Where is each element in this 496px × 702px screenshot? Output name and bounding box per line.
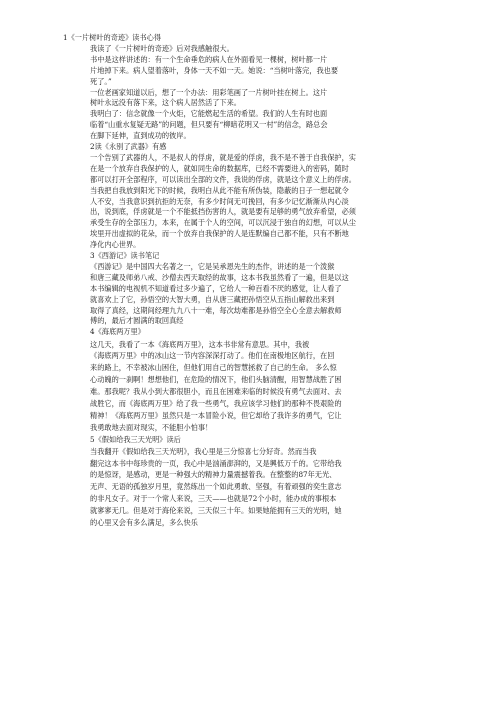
text-line: 当我翻开《假如给我三天光明》，我心里是三分惊喜七分好奇。然而当我 bbox=[90, 446, 317, 456]
text-line: 战胜它，而《海底两万里》给了我一些勇气，我应该学习他们的那种不畏艰险的 bbox=[90, 399, 342, 408]
text-line: 都可以打开全部程序，可以读出全部的文件，我说的俘虏，就是这个意义上的俘虏。 bbox=[90, 174, 356, 184]
text-line: 就寥寥无几。但是对于海伦来说，三天似三十年。如果她能拥有三天的光明，她 bbox=[90, 506, 342, 516]
text-line: 在脚下延伸，直到成功的彼岸。 bbox=[90, 131, 191, 141]
text-line: 一个告别了武器的人，不是叔人的俘虏，就是爱的俘虏，我不是不善于自我保护，实 bbox=[90, 152, 356, 162]
text-line: 的非凡女子。对于一个常人来说，三天——也就是72个小时，能办成的事根本 bbox=[90, 494, 337, 504]
text-line: 人不安，当我意识到抗拒的无奈，有多少时间无可挽回，有多少记忆渐渐从内心淡 bbox=[90, 196, 349, 206]
text-line: 书中是这样讲述的：有一个生命垂危的病人在外面看见一棵树，树叶都一片 bbox=[90, 54, 328, 64]
text-line: 承受生存的全部压力，本来，在属于个人的空间，可以沉浸于独自的幻想，可以从尘 bbox=[90, 218, 356, 228]
text-line: 一位老画家知道以后，想了一个办法：用彩笔画了一片树叶挂在树上。这片 bbox=[90, 87, 328, 97]
text-line: 和唐三藏及师弟八戒、沙僧去西天取经的故事，这本书我虽然看了一遍，但是以这 bbox=[90, 272, 349, 282]
text-line: 3《西游记》读书笔记 bbox=[90, 251, 160, 260]
text-line: 取得了真经，这期间经理九九八十一难，每次劫难都是孙悟空全心全意去解救师 bbox=[90, 305, 342, 315]
text-line: 树叶永远没有落下来，这个病人居然活了下来。 bbox=[90, 98, 241, 108]
text-line: 我明白了：信念就像一个火炬，它能燃起生活的希望。我们的人生有时也面 bbox=[90, 109, 328, 119]
text-line: 在是一个放弃自我保护的人，就如同生命的数据库，已经不需要进入的密码，随时 bbox=[90, 163, 349, 173]
text-line: 本书编辑的电视机不知道看过多少遍了，它给人一种百看不厌的感觉，让人看了 bbox=[90, 283, 342, 293]
text-line: 就喜欢上了它，孙悟空的大智大勇，自从唐三藏把孙悟空从五指山解救出来到 bbox=[90, 294, 335, 304]
text-line: 片地掉下来。病人望着落叶，身体一天不如一天。她说：“当树叶落完，我也要 bbox=[90, 65, 339, 75]
text-line: 难。那我呢？我从小到大都很胆小，而且在困难来临的时候没有勇气去面对、去 bbox=[90, 387, 342, 397]
text-line: 《西游记》是中国四大名著之一，它是吴承恩先生的杰作，讲述的是一个泼猴 bbox=[90, 261, 335, 271]
text-line: 傅的，最后才圆满的取回真经 bbox=[90, 316, 184, 326]
text-line: 精神！《海底两万里》虽然只是一本冒险小说，但它却给了我许多的勇气，它让 bbox=[90, 410, 342, 420]
text-line: 来的路上，不幸被冰山困住，但他们用自己的智慧拯救了自己的生命。 多么惊 bbox=[90, 363, 337, 373]
text-line: 出，说到底，俘虏就是一个不能抵挡伤害的人，就是要有足够的勇气放弃希望，必须 bbox=[90, 207, 356, 217]
text-line: 当我把自我放到阳光下的时候，我明白从此不能有所伪装，隐蔽的日子一想起就令 bbox=[90, 185, 349, 195]
text-line: 的是惊讶，是感动，更是一种强大的精神力量震撼着我。在整整的87年无光、 bbox=[90, 470, 337, 480]
text-line: 净化内心世界。 bbox=[90, 240, 141, 250]
text-line: 我读了《一片树叶的奇迹》后对我感触很大。 bbox=[90, 43, 234, 53]
text-line: 4《海底两万里》 bbox=[90, 327, 145, 337]
text-line: 翻完这本书中每珍贵的一页，我心中是汹涌澎湃的，又是興低万千的。它带给我 bbox=[90, 458, 342, 468]
text-line: 2读《永别了武器》有感 bbox=[90, 142, 167, 151]
text-line: 《海底两万里》中的冰山这一节内容深深打动了。他们在南极地区航行，在回 bbox=[90, 351, 335, 361]
text-line: 1《一片树叶的奇迹》读书心得 bbox=[63, 33, 162, 42]
text-line: 临着“山重水复疑无路”的问题，但只要有“柳暗花明又一村”的信念，路总会 bbox=[90, 120, 328, 130]
text-line: 5《假如给我三天光明》读后 bbox=[90, 434, 181, 444]
text-line: 的心里又会有多么满足，多么快乐 bbox=[90, 518, 198, 527]
text-line: 无声、无语的孤独岁月里，竟然练出一个如此勇敢、坚强，有着顽强的奕生意志 bbox=[90, 482, 342, 492]
text-line: 这几天，我看了一本《海底两万里》，这本书非常有意思。其中，我被 bbox=[90, 339, 310, 349]
text-line: 我勇敢地去面对现实，不能胆小怕事！ bbox=[90, 422, 213, 432]
text-line: 心动魄的一刹啊！想想他们，在危险的情况下，他们头脑清醒，用智慧战胜了困 bbox=[90, 375, 342, 385]
text-line: 埃里开出虚拟的花朵，而一个放弃自我保护的人是连默编自己都不能，只有不断地 bbox=[90, 229, 349, 239]
text-line: 死了。” bbox=[90, 76, 112, 86]
